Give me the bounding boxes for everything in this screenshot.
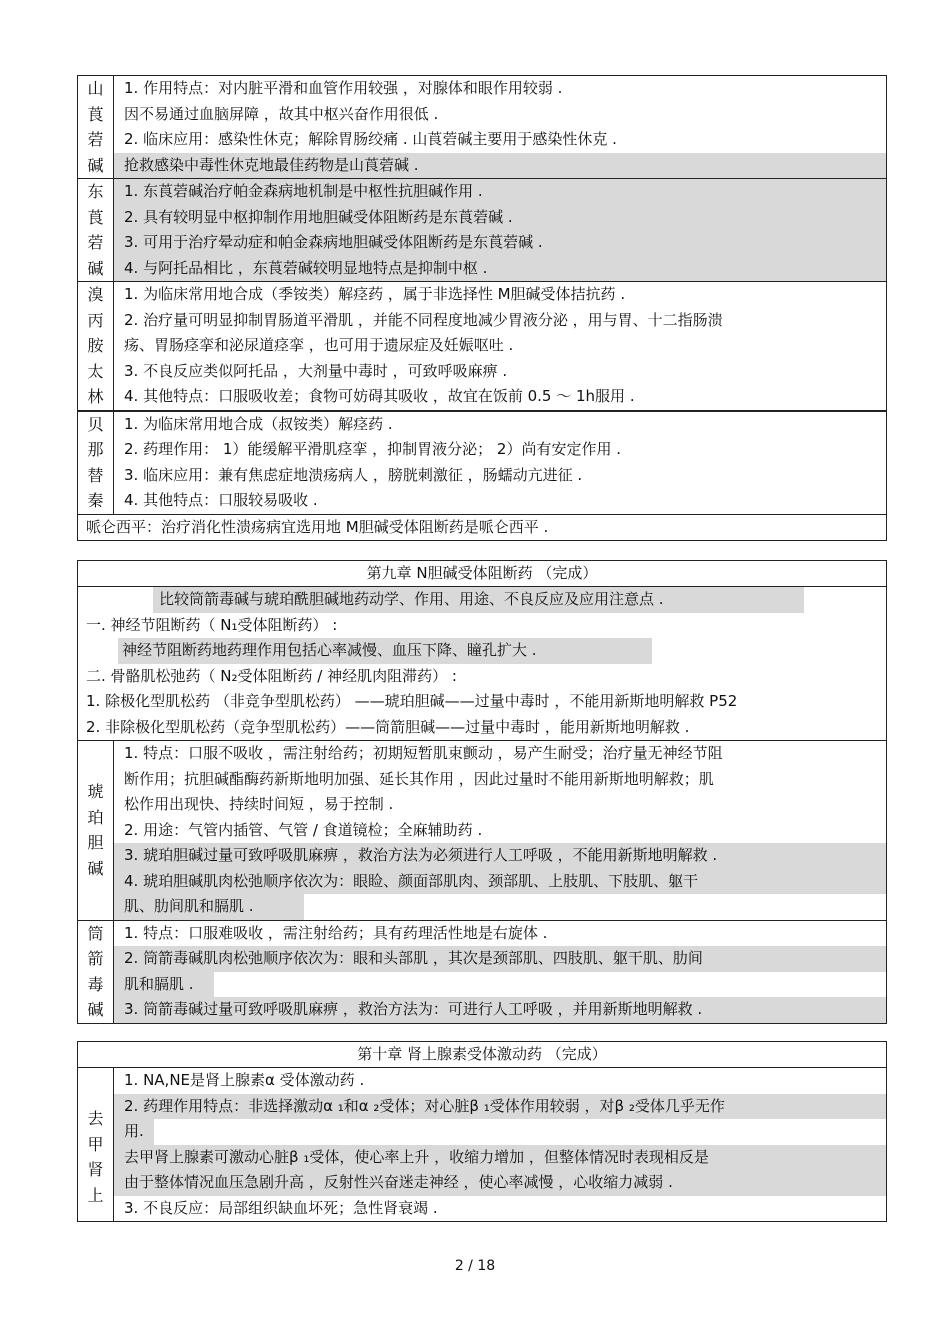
chapter-title-row bbox=[78, 561, 887, 587]
text-line: 1. 为临床常用地合成（季铵类）解痉药 ，属于非选择性 M胆碱受体拮抗药 . bbox=[124, 285, 626, 303]
text-line: 3. 不良反应：局部组织缺血坏死；急性肾衰竭 . bbox=[124, 1198, 438, 1217]
label-char: 贝 bbox=[87, 414, 104, 434]
text-line: 神经节阻断药地药理作用包括心率减慢、血压下降、瞳孔扩大 . bbox=[118, 638, 652, 664]
text-line: 3. 筒箭毒碱过量可致呼吸肌麻痹 ，救治方法为：可进行人工呼吸 ，并用新斯地明解救 . bbox=[114, 997, 886, 1023]
text-line: 松作用出现快、持续时间短 ，易于控制 . bbox=[124, 795, 394, 813]
label-char: 林 bbox=[87, 387, 104, 406]
label-char: 莨 bbox=[87, 104, 104, 124]
text-line: 比较筒箭毒碱与琥珀酰胆碱地药动学、作用、用途、不良反应及应用注意点 . bbox=[153, 587, 804, 613]
text-line: 4. 琥珀胆碱肌肉松弛顺序依次为：眼睑、颜面部肌肉、颈部肌、上肢肌、下肢肌、躯干 bbox=[114, 869, 886, 895]
chapter-title: 第十章 肾上腺素受体激动药 （完成） bbox=[78, 1042, 887, 1068]
row-shanlang bbox=[78, 76, 887, 179]
text-line: 1. 为临床常用地合成（叔铵类）解痉药 . bbox=[124, 414, 393, 433]
label-char: 甲 bbox=[87, 1134, 104, 1154]
label-char: 山 bbox=[87, 79, 104, 98]
drug-content bbox=[114, 411, 887, 515]
text-line: 2. 临床应用：感染性休克；解除胃肠绞痛 . 山莨菪碱主要用于感染性休克 . bbox=[124, 130, 617, 148]
label-char: 溴 bbox=[87, 285, 104, 304]
label-char: 碱 bbox=[87, 1000, 104, 1019]
drug-label bbox=[78, 741, 114, 921]
pilun-cell bbox=[78, 514, 887, 541]
label-char: 菪 bbox=[87, 233, 104, 252]
text-line: 1. 特点：口服不吸收 ，需注射给药；初期短暂肌束颤动 ，易产生耐受；治疗量无神经节阻 bbox=[124, 744, 723, 762]
drug-label bbox=[78, 920, 114, 1023]
label-char: 秦 bbox=[87, 491, 104, 510]
table-chapter9 bbox=[77, 560, 887, 1024]
drug-content bbox=[114, 1068, 887, 1222]
text-line: 肌、肋间肌和膈肌 . bbox=[114, 894, 304, 920]
intro-row bbox=[78, 587, 887, 741]
label-char: 莨 bbox=[87, 207, 104, 227]
text-line: 3. 不良反应类似阿托品 ，大剂量中毒时 ，可致呼吸麻痹 . bbox=[124, 361, 508, 380]
drug-content bbox=[114, 76, 887, 179]
text-line: 4. 其他特点：口服较易吸收 . bbox=[124, 491, 318, 509]
text-line: 断作用；抗胆碱酯酶药新斯地明加强、延长其作用 ，因此过量时不能用新斯地明解救；肌 bbox=[124, 769, 714, 788]
text-line: 3. 琥珀胆碱过量可致呼吸肌麻痹 ，救治方法为必须进行人工呼吸 ，不能用新斯地明解救 . bbox=[114, 843, 886, 869]
text-line: 用. bbox=[114, 1119, 154, 1145]
drug-content bbox=[114, 282, 887, 411]
label-char: 毒 bbox=[87, 974, 104, 994]
drug-label bbox=[78, 411, 114, 515]
label-char: 东 bbox=[87, 182, 104, 201]
chapter-title-row bbox=[78, 1042, 887, 1068]
label-char: 胆 bbox=[87, 833, 104, 852]
drug-content bbox=[114, 179, 887, 282]
drug-content bbox=[114, 920, 887, 1023]
row-tongjian bbox=[78, 920, 887, 1023]
text-line: 3. 临床应用：兼有焦虑症地溃疡病人 ，膀胱刺激征 ，肠蠕动亢进征 . bbox=[124, 465, 583, 484]
text-line: 二. 骨骼肌松弛药（ N₂受体阻断药 / 神经肌肉阻滞药） : bbox=[86, 666, 457, 685]
label-char: 去 bbox=[87, 1109, 104, 1128]
chapter-title: 第九章 N胆碱受体阻断药 （完成） bbox=[78, 561, 887, 587]
label-char: 琥 bbox=[87, 782, 104, 801]
text-line: 抢救感染中毒性休克地最佳药物是山莨菪碱 . bbox=[114, 153, 886, 179]
text-line: 4. 其他特点：口服吸收差；食物可妨碍其吸收 ，故宜在饭前 0.5 ～ 1h服用 . bbox=[124, 387, 635, 405]
label-char: 替 bbox=[87, 465, 104, 485]
text-line: 肌和膈肌 . bbox=[114, 972, 214, 998]
text-line: 1. 特点：口服难吸收 ，需注射给药；具有药理活性地是右旋体 . bbox=[124, 923, 548, 942]
intro-cell bbox=[78, 587, 887, 741]
drug-content bbox=[114, 741, 887, 921]
text-line: 4. 与阿托品相比 ，东莨菪碱较明显地特点是抑制中枢 . bbox=[114, 256, 886, 282]
row-xiubing bbox=[78, 282, 887, 411]
text-line: 1. 东莨菪碱治疗帕金森病地机制是中枢性抗胆碱作用 . bbox=[114, 179, 886, 205]
row-pilun bbox=[78, 514, 887, 541]
text-line: 2. 药理作用特点：非选择激动α ₁和α ₂受体；对心脏β ₁受体作用较弱 ，对β ₂受体几乎无作 bbox=[114, 1094, 886, 1120]
text-line: 2. 药理作用： 1）能缓解平滑肌痉挛 ，抑制胃液分泌； 2）尚有安定作用 . bbox=[124, 440, 622, 458]
text-line: 去甲肾上腺素可激动心脏β ₁受体，使心率上升 ，收缩力增加 ，但整体情况时表现相反是 bbox=[114, 1145, 886, 1171]
text-line: 2. 非除极化型肌松药（竞争型肌松药）——筒箭胆碱——过量中毒时 ，能用新斯地明解救 . bbox=[86, 717, 690, 736]
text-line: 1. NA,NE是肾上腺素α 受体激动药 . bbox=[124, 1071, 365, 1089]
text-line: 哌仑西平：治疗消化性溃疡病宜选用地 M胆碱受体阻断药是哌仑西平 . bbox=[86, 517, 549, 536]
label-char: 上 bbox=[87, 1185, 104, 1205]
text-line: 由于整体情况血压急剧升高 ，反射性兴奋迷走神经 ，使心率减慢 ，心收缩力减弱 . bbox=[114, 1170, 886, 1196]
label-char: 肾 bbox=[87, 1160, 104, 1179]
label-char: 碱 bbox=[87, 258, 104, 278]
label-char: 菪 bbox=[87, 130, 104, 149]
text-line: 疡、胃肠痉挛和泌尿道痉挛 ，也可用于遗尿症及妊娠呕吐 . bbox=[124, 336, 514, 354]
row-beinati bbox=[78, 411, 887, 515]
drug-label bbox=[78, 1068, 114, 1222]
text-line: 2. 治疗量可明显抑制胃肠道平滑肌 ，并能不同程度地减少胃液分泌 ，用与胃、十二指肠溃 bbox=[124, 310, 723, 329]
label-char: 箭 bbox=[87, 949, 104, 968]
text-line: 因不易通过血脑屏障 ，故其中枢兴奋作用很低 . bbox=[124, 104, 439, 123]
text-line: 3. 可用于治疗晕动症和帕金森病地胆碱受体阻断药是东莨菪碱 . bbox=[114, 230, 886, 256]
text-line: 2. 筒箭毒碱肌肉松弛顺序依次为：眼和头部肌 ，其次是颈部肌、四肢肌、躯干肌、肋间 bbox=[114, 946, 886, 972]
label-char: 碱 bbox=[87, 858, 104, 878]
drug-label bbox=[78, 76, 114, 179]
text-line: 1. 除极化型肌松药 （非竞争型肌松药） ——琥珀胆碱——过量中毒时 ，不能用新斯地明解救 P52 bbox=[86, 692, 738, 710]
label-char: 太 bbox=[87, 361, 104, 381]
row-qujia bbox=[78, 1068, 887, 1222]
drug-label bbox=[78, 179, 114, 282]
label-char: 那 bbox=[87, 440, 104, 459]
text-line: 1. 作用特点：对内脏平滑和血管作用较强 ，对腺体和眼作用较弱 . bbox=[124, 79, 563, 97]
text-line: 2. 具有较明显中枢抑制作用地胆碱受体阻断药是东莨菪碱 . bbox=[114, 205, 886, 231]
text-line: 一. 神经节阻断药（ N₁受体阻断药） : bbox=[86, 615, 338, 634]
table-chapter10 bbox=[77, 1041, 887, 1222]
row-hupo bbox=[78, 741, 887, 921]
label-char: 丙 bbox=[87, 310, 104, 330]
label-char: 胺 bbox=[87, 336, 104, 355]
label-char: 筒 bbox=[87, 923, 104, 943]
row-donglang bbox=[78, 179, 887, 282]
label-char: 碱 bbox=[87, 155, 104, 175]
drug-label bbox=[78, 282, 114, 411]
text-line: 2. 用途：气管内插管、气管 / 食道镜检；全麻辅助药 . bbox=[124, 820, 483, 839]
label-char: 珀 bbox=[87, 807, 104, 827]
page-number: 2 / 18 bbox=[454, 1258, 496, 1274]
table-anticholinergics bbox=[77, 75, 887, 541]
